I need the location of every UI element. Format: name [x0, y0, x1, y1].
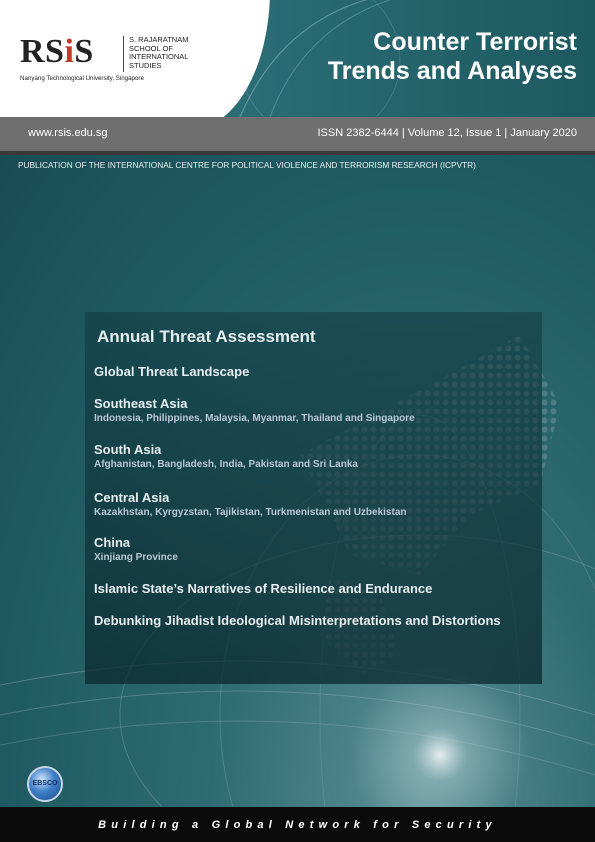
- university-name: Nanyang Technological University, Singapore: [20, 75, 144, 82]
- info-bar: [0, 117, 595, 151]
- contents-item-subtitle: Xinjiang Province: [94, 552, 178, 563]
- contents-item-subtitle: Kazakhstan, Kyrgyzstan, Tajikistan, Turkmenistan and Uzbekistan: [94, 507, 407, 518]
- school-name: S. RAJARATNAM SCHOOL OF INTERNATIONAL STUDIES: [129, 35, 189, 70]
- footer-bar: [0, 807, 595, 842]
- ebsco-label: EBSCO: [32, 780, 58, 787]
- website-link[interactable]: www.rsis.edu.sg: [28, 127, 108, 139]
- logo-divider: [123, 36, 124, 72]
- divider-strip: [0, 151, 595, 155]
- contents-item-title: Debunking Jihadist Ideological Misinterpretations and Distortions: [94, 613, 501, 628]
- ebsco-badge-icon: [27, 766, 63, 802]
- cover-header: [0, 0, 595, 117]
- contents-heading: Annual Threat Assessment: [97, 327, 316, 346]
- footer-tagline: Building a Global Network for Security: [98, 819, 497, 831]
- contents-item-title: China: [94, 535, 131, 550]
- publication-line: PUBLICATION OF THE INTERNATIONAL CENTRE FOR POLITICAL VIOLENCE AND TERRORISM RESEARCH (ICPVTR): [18, 160, 476, 170]
- contents-item-title: Southeast Asia: [94, 396, 188, 411]
- contents-item-subtitle: Indonesia, Philippines, Malaysia, Myanmar, Thailand and Singapore: [94, 413, 415, 424]
- title-line-2: Trends and Analyses: [327, 57, 577, 85]
- title-line-1: Counter Terrorist: [373, 28, 577, 56]
- journal-title: [328, 28, 577, 86]
- contents-item-title: Central Asia: [94, 490, 170, 505]
- contents-item-title: Islamic State’s Narratives of Resilience and Endurance: [94, 581, 433, 596]
- rsis-logo: RSiS: [20, 33, 94, 70]
- contents-item-title: Global Threat Landscape: [94, 364, 250, 379]
- issue-info: ISSN 2382-6444 | Volume 12, Issue 1 | January 2020: [317, 127, 577, 139]
- contents-item-title: South Asia: [94, 442, 162, 457]
- contents-item-subtitle: Afghanistan, Bangladesh, India, Pakistan and Sri Lanka: [94, 459, 358, 470]
